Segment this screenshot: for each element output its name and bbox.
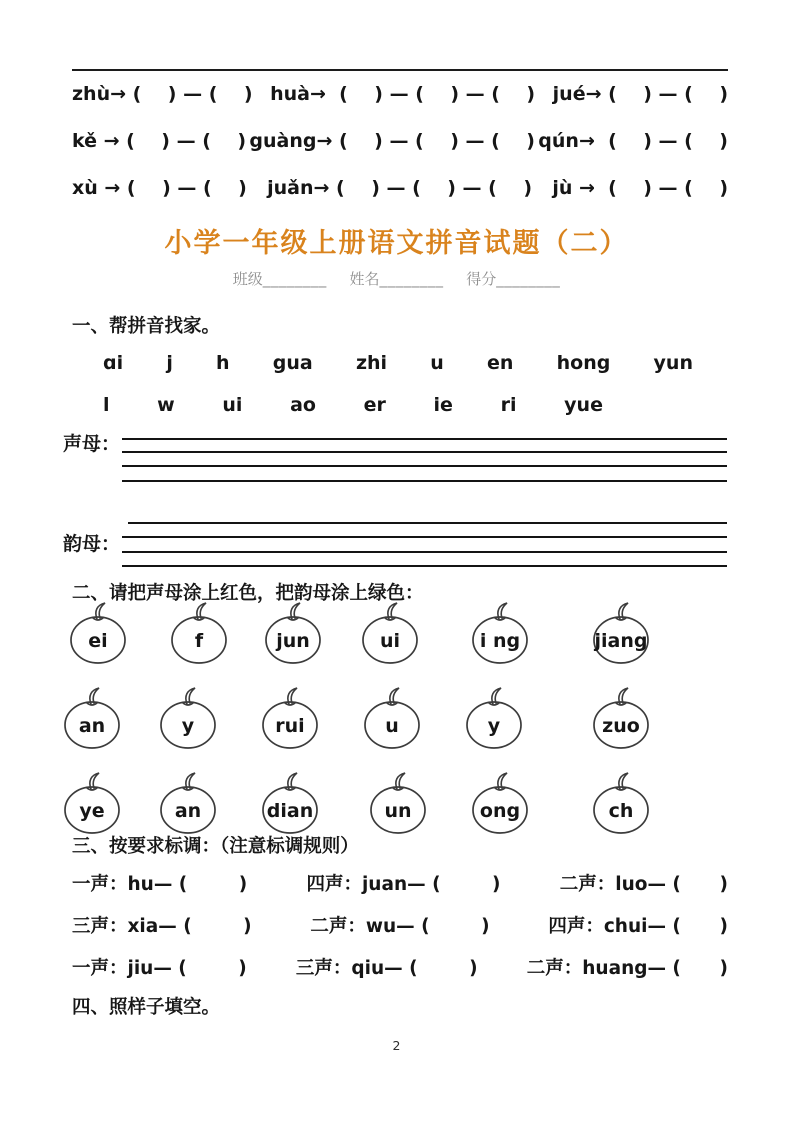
tone-cell: 三声：xia— ( )	[72, 916, 252, 937]
student-info-line	[0, 268, 793, 289]
apple-label: un	[384, 800, 412, 822]
apple-label: y	[181, 715, 195, 737]
writing-line	[122, 536, 727, 538]
tone-cell: 二声：luo— ( )	[559, 874, 728, 895]
tone-cell: 二声：huang— ( )	[526, 958, 728, 979]
section-four-heading: 四、照样子填空。	[72, 997, 221, 1018]
pinyin-item: w	[157, 394, 175, 416]
apple-shape	[66, 601, 130, 665]
match-group: xù → ( ) — ( )	[72, 177, 247, 199]
class-blank: ________	[262, 270, 327, 288]
apple-label: ui	[379, 630, 401, 652]
writing-line	[128, 522, 727, 524]
apple-shape	[358, 601, 422, 665]
writing-line	[122, 480, 727, 482]
apple-shape	[462, 686, 526, 750]
apple-label: ei	[88, 630, 108, 652]
apple-label: u	[385, 715, 399, 737]
apple-shape	[60, 686, 124, 750]
tone-row	[72, 912, 728, 938]
writing-line	[122, 565, 727, 567]
writing-line	[122, 465, 727, 467]
pinyin-item: h	[216, 352, 230, 374]
top-rule	[72, 69, 728, 71]
tone-cell: 三声：qiu— ( )	[295, 958, 478, 979]
pinyin-item: u	[430, 352, 444, 374]
page-number: 2	[392, 1038, 401, 1053]
pinyin-item: en	[486, 352, 514, 374]
section-three-heading: 三、按要求标调：（注意标调规则）	[72, 836, 359, 857]
apple-shape	[589, 601, 653, 665]
apple-label: dian	[266, 800, 314, 822]
pinyin-item: ɑi	[103, 352, 124, 374]
writing-line	[122, 451, 727, 453]
shengmu-label: 声母：	[63, 433, 121, 455]
class-field	[233, 270, 327, 288]
apple-shape	[261, 601, 325, 665]
apple-label: i ng	[479, 630, 521, 652]
match-group: qún→ ( ) — ( )	[538, 130, 728, 152]
apple-shape	[468, 601, 532, 665]
score-label: 得分	[466, 270, 497, 288]
apple-shape	[258, 686, 322, 750]
apple-shape	[366, 771, 430, 835]
apple-label: an	[174, 800, 202, 822]
apple-label: y	[487, 715, 501, 737]
tone-cell: 二声：wu— ( )	[310, 916, 490, 937]
score-field	[466, 270, 560, 288]
pinyin-item: j	[166, 352, 173, 374]
tone-row	[72, 954, 728, 980]
apple-shape	[360, 686, 424, 750]
pinyin-item: yun	[653, 352, 693, 374]
apple-label: rui	[275, 715, 305, 737]
apple-label: f	[194, 630, 204, 652]
tone-cell: 一声：jiu— ( )	[72, 958, 247, 979]
name-field	[349, 270, 443, 288]
apple-label: ye	[79, 800, 105, 822]
apple-shape	[60, 771, 124, 835]
section-two-heading: 二、请把声母涂上红色，把韵母涂上绿色：	[72, 583, 424, 604]
pinyin-row-2	[103, 394, 603, 416]
writing-line	[122, 438, 727, 440]
match-group: huà→ ( ) — ( ) — ( )	[270, 83, 536, 105]
pinyin-item: yue	[564, 394, 603, 416]
class-label: 班级	[232, 270, 263, 288]
section-one-heading: 一、帮拼音找家。	[72, 316, 221, 337]
pinyin-item: l	[103, 394, 110, 416]
match-group: zhù→ ( ) — ( )	[72, 83, 253, 105]
apple-shape	[589, 686, 653, 750]
apple-label: jiang	[594, 630, 648, 652]
apple-label: jun	[276, 630, 310, 652]
pinyin-item: zhi	[355, 352, 388, 374]
apple-label: ong	[479, 800, 521, 822]
apple-shape	[156, 686, 220, 750]
tone-row	[72, 870, 728, 896]
match-group: juǎn→ ( ) — ( ) — ( )	[267, 177, 532, 199]
apple-label: zuo	[602, 715, 640, 737]
tone-cell: 四声：juan— ( )	[306, 874, 501, 895]
pinyin-item: hong	[556, 352, 611, 374]
match-group: jué→ ( ) — ( )	[552, 83, 728, 105]
apple-shape	[589, 771, 653, 835]
apple-shape	[258, 771, 322, 835]
pinyin-item: gua	[272, 352, 313, 374]
match-row	[72, 177, 728, 199]
pinyin-item: ri	[500, 394, 517, 416]
pinyin-row-1	[103, 352, 693, 374]
apple-shape	[468, 771, 532, 835]
page-title: 小学一年级上册语文拼音试题（二）	[164, 228, 629, 259]
pinyin-item: ao	[290, 394, 316, 416]
match-group: jù → ( ) — ( )	[552, 177, 728, 199]
writing-line	[122, 551, 727, 553]
match-group: guàng→ ( ) — ( ) — ( )	[249, 130, 535, 152]
pinyin-item: ie	[433, 394, 453, 416]
apple-shape	[167, 601, 231, 665]
tone-cell: 四声：chui— ( )	[548, 916, 728, 937]
apple-label: ch	[608, 800, 634, 822]
tone-cell: 一声：hu— ( )	[72, 874, 248, 895]
match-group: kě → ( ) — ( )	[72, 130, 247, 152]
apple-label: an	[78, 715, 106, 737]
score-blank: ________	[496, 270, 561, 288]
match-row	[72, 130, 728, 152]
yunmu-label: 韵母：	[63, 533, 121, 555]
pinyin-item: er	[363, 394, 386, 416]
apple-shape	[156, 771, 220, 835]
name-blank: ________	[379, 270, 444, 288]
match-row	[72, 83, 728, 105]
pinyin-item: ui	[222, 394, 243, 416]
name-label: 姓名	[349, 270, 380, 288]
